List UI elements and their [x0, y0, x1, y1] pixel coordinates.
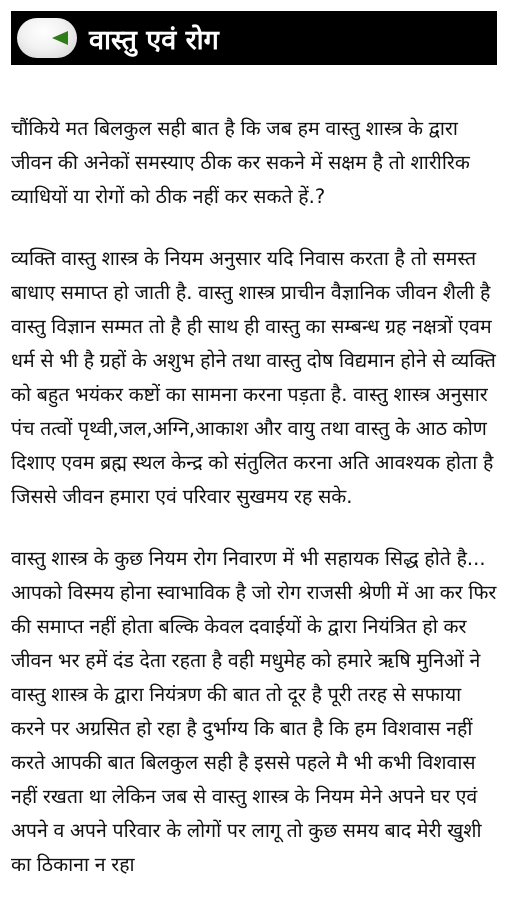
article-paragraph: वास्तु शास्त्र के कुछ नियम रोग निवारण में भी सहायक सिद्ध होते है... आपको विस्मय होना स्वाभाविक है जो रोग राजसी श्रेणी में आ कर फिर की समाप्त नहीं होता बल्कि केवल दवाईयों के द्वारा नियंत्रित हो कर जीवन भर हमें दंड देता रहता है वही मधुमेह को हमारे ऋषि मुनिओं ने वास्तु शास्त्र के द्वारा नियंत्रण की बात तो दूर है पूरी तरह से सफाया करने पर अग्रसित हो रहा है दुर्भाग्य कि बात है कि हम विशवास नहीं करते आपकी बात बिलकुल सही है इससे पहले मै भी कभी विशवास नहीं रखता था लेकिन जब से वास्तु शास्त्र के नियम मेने अपने घर एवं अपने व अपने परिवार के लोगों पर लागू तो कुछ समय बाद मेरी खुशी का ठिकाना न रहा [11, 547, 497, 876]
app-header [11, 11, 497, 65]
back-button[interactable] [17, 18, 77, 58]
back-arrow-icon [51, 30, 69, 46]
article-body [11, 112, 497, 910]
page-title: वास्तु एवं रोग [89, 24, 219, 56]
article-paragraph: व्यक्ति वास्तु शास्त्र के नियम अनुसार यदि निवास करता है तो समस्त बाधाए समाप्त हो जाती है. वास्तु शास्त्र प्राचीन वैज्ञानिक जीवन शैली है वास्तु विज्ञान सम्मत तो है ही साथ ही वास्तु का सम्बन्ध ग्रह नक्षत्रों एवम धर्म से भी है ग्रहों के अशुभ होने तथा वास्तु दोष विद्यमान होने से व्यक्ति को बहुत भयंकर कष्टों का सामना करना पड़ता है. वास्तु शास्त्र अनुसार पंच तत्वों पृथ्वी,जल,अग्नि,आकाश और वायु तथा वास्तु के आठ कोण दिशाए एवम ब्रह्म स्थल केन्द्र को संतुलित करना अति आवश्यक होता है जिससे जीवन हमारा एवं परिवार सुखमय रह सके. [11, 247, 496, 508]
article-paragraph: चौंकिये मत बिलकुल सही बात है कि जब हम वास्तु शास्त्र के द्वारा जीवन की अनेकों समस्याए ठीक कर सकने में सक्षम है तो शारीरिक व्याधियों या रोगों को ठीक नहीं कर सकते हें.? [11, 117, 470, 208]
